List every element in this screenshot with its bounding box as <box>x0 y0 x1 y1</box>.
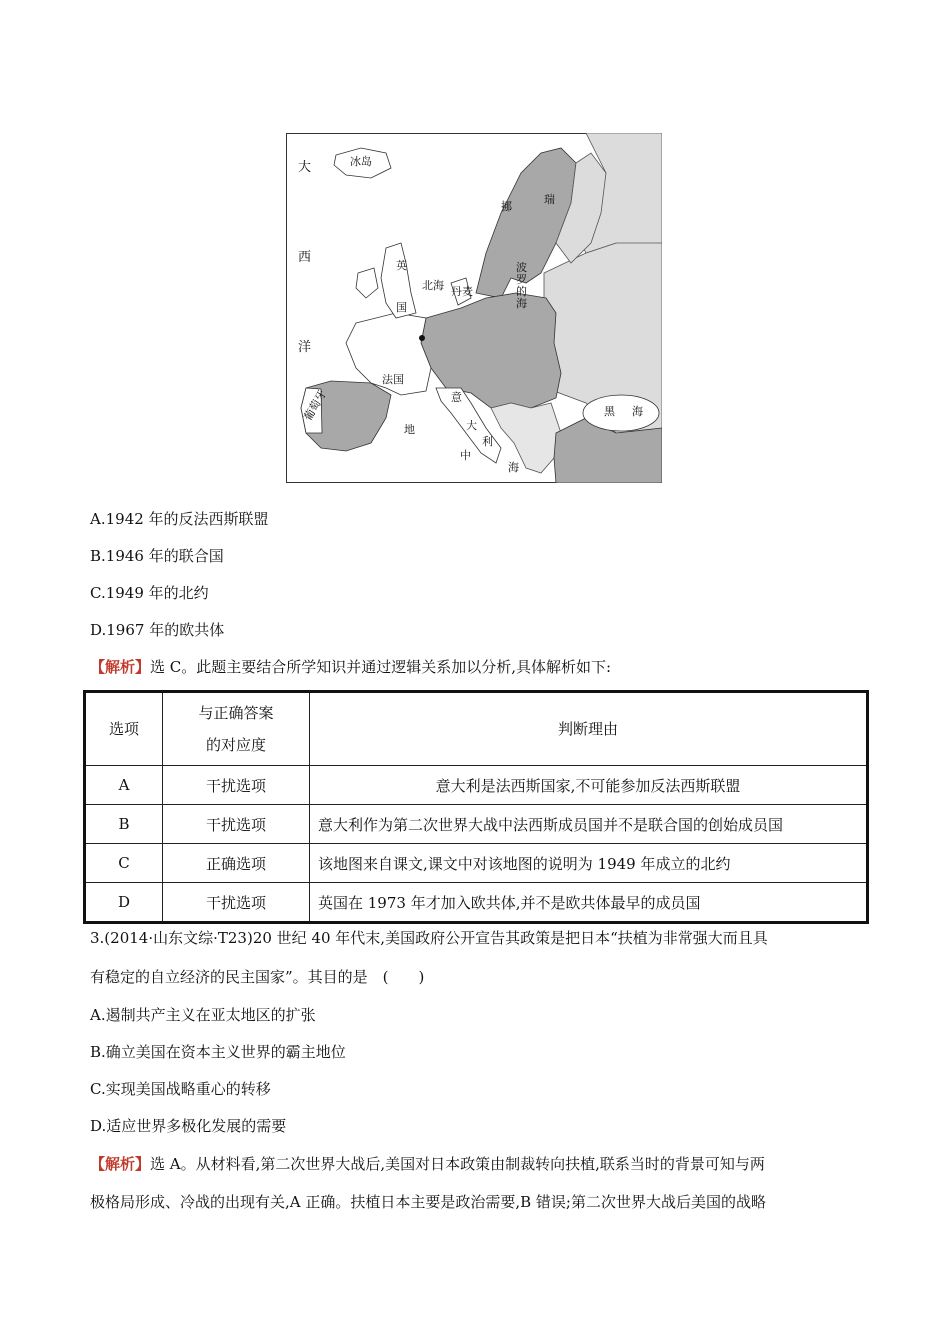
map-label-uk-2: 国 <box>396 301 407 314</box>
map-label-med-1: 地 <box>404 423 415 436</box>
map-label-atlantic-1: 大 <box>298 160 312 175</box>
table-cell-correspondence: 正确选项 <box>163 844 310 883</box>
map-label-italy-2: 大 <box>466 419 477 432</box>
table-cell-correspondence: 干扰选项 <box>163 805 310 844</box>
q2-option-b: B.1946 年的联合国 <box>90 547 224 565</box>
map-label-atlantic-3: 洋 <box>298 340 312 355</box>
table-row <box>85 844 868 883</box>
q2-option-d: D.1967 年的欧共体 <box>90 621 225 639</box>
header-line-1: 与正确答案 <box>198 704 274 722</box>
q3-stem-line-2: 有稳定的自立经济的民主国家”。其目的是 ( ) <box>90 968 425 986</box>
map-label-iceland: 冰岛 <box>350 155 372 168</box>
table-cell-correspondence: 干扰选项 <box>163 766 310 805</box>
map-label-med-3: 海 <box>508 461 519 474</box>
table-header-row <box>85 692 868 766</box>
analysis-tag: 【解析】 <box>90 1155 151 1173</box>
table-cell-reason: 英国在 1973 年才加入欧共体,并不是欧共体最早的成员国 <box>310 883 868 923</box>
analysis-text: 选 A。从材料看,第二次世界大战后,美国对日本政策由制裁转向扶植,联系当时的背景可知与两 <box>150 1155 765 1173</box>
europe-nato-map <box>286 133 662 483</box>
q2-option-a: A.1942 年的反法西斯联盟 <box>90 510 269 528</box>
map-label-uk-1: 英 <box>396 259 407 272</box>
map-label-france: 法国 <box>382 373 404 386</box>
map-label-portugal: 葡萄牙 <box>301 387 330 423</box>
analysis-table <box>83 690 869 924</box>
map-label-norway: 挪 <box>501 200 512 213</box>
q3-option-a: A.遏制共产主义在亚太地区的扩张 <box>90 1006 316 1024</box>
map-label-baltic-4: 海 <box>516 297 527 310</box>
table-cell-option: C <box>85 844 163 883</box>
table-header-reason: 判断理由 <box>310 692 868 766</box>
map-label-atlantic-2: 西 <box>298 250 312 265</box>
table-row <box>85 883 868 923</box>
table-cell-option: D <box>85 883 163 923</box>
analysis-tag: 【解析】 <box>90 658 151 676</box>
q3-option-c: C.实现美国战略重心的转移 <box>90 1080 271 1098</box>
map-label-italy-1: 意 <box>451 391 462 404</box>
map-label-denmark: 丹麦 <box>451 285 473 298</box>
table-row <box>85 805 868 844</box>
table-cell-option: B <box>85 805 163 844</box>
table-cell-reason: 意大利是法西斯国家,不可能参加反法西斯联盟 <box>310 766 868 805</box>
analysis-text: 选 C。此题主要结合所学知识并通过逻辑关系加以分析,具体解析如下: <box>150 658 612 676</box>
table-header-correspondence <box>163 692 310 766</box>
q3-option-b: B.确立美国在资本主义世界的霸主地位 <box>90 1043 346 1061</box>
q3-analysis-line-1 <box>90 1153 765 1174</box>
table-header-option: 选项 <box>85 692 163 766</box>
map-label-black-sea-1: 黑 <box>604 405 615 418</box>
table-cell-reason: 该地图来自课文,课文中对该地图的说明为 1949 年成立的北约 <box>310 844 868 883</box>
q2-analysis <box>90 656 611 677</box>
map-label-baltic-3: 的 <box>516 285 527 298</box>
table-cell-correspondence: 干扰选项 <box>163 883 310 923</box>
q3-option-d: D.适应世界多极化发展的需要 <box>90 1117 287 1135</box>
map-label-baltic-2: 罗 <box>516 273 527 286</box>
table-cell-reason: 意大利作为第二次世界大战中法西斯成员国并不是联合国的创始成员国 <box>310 805 868 844</box>
q2-option-c: C.1949 年的北约 <box>90 584 209 602</box>
map-label-baltic-1: 波 <box>516 261 527 274</box>
table-cell-option: A <box>85 766 163 805</box>
header-line-2: 的对应度 <box>205 736 266 754</box>
table-row <box>85 766 868 805</box>
map-label-italy-3: 利 <box>482 435 493 448</box>
black-sea <box>583 395 659 431</box>
q3-stem-line-1: 3.(2014·山东文综·T23)20 世纪 40 年代末,美国政府公开宣告其政策是把日本“扶植为非常强大而且具 <box>90 929 768 947</box>
map-label-black-sea-2: 海 <box>632 405 643 418</box>
map-label-north-sea: 北海 <box>422 279 444 292</box>
map-label-sweden: 瑞 <box>544 193 555 206</box>
map-label-med-2: 中 <box>460 449 471 462</box>
q3-analysis-line-2: 极格局形成、冷战的出现有关,A 正确。扶植日本主要是政治需要,B 错误;第二次世界大战后美国的战略 <box>90 1193 766 1211</box>
